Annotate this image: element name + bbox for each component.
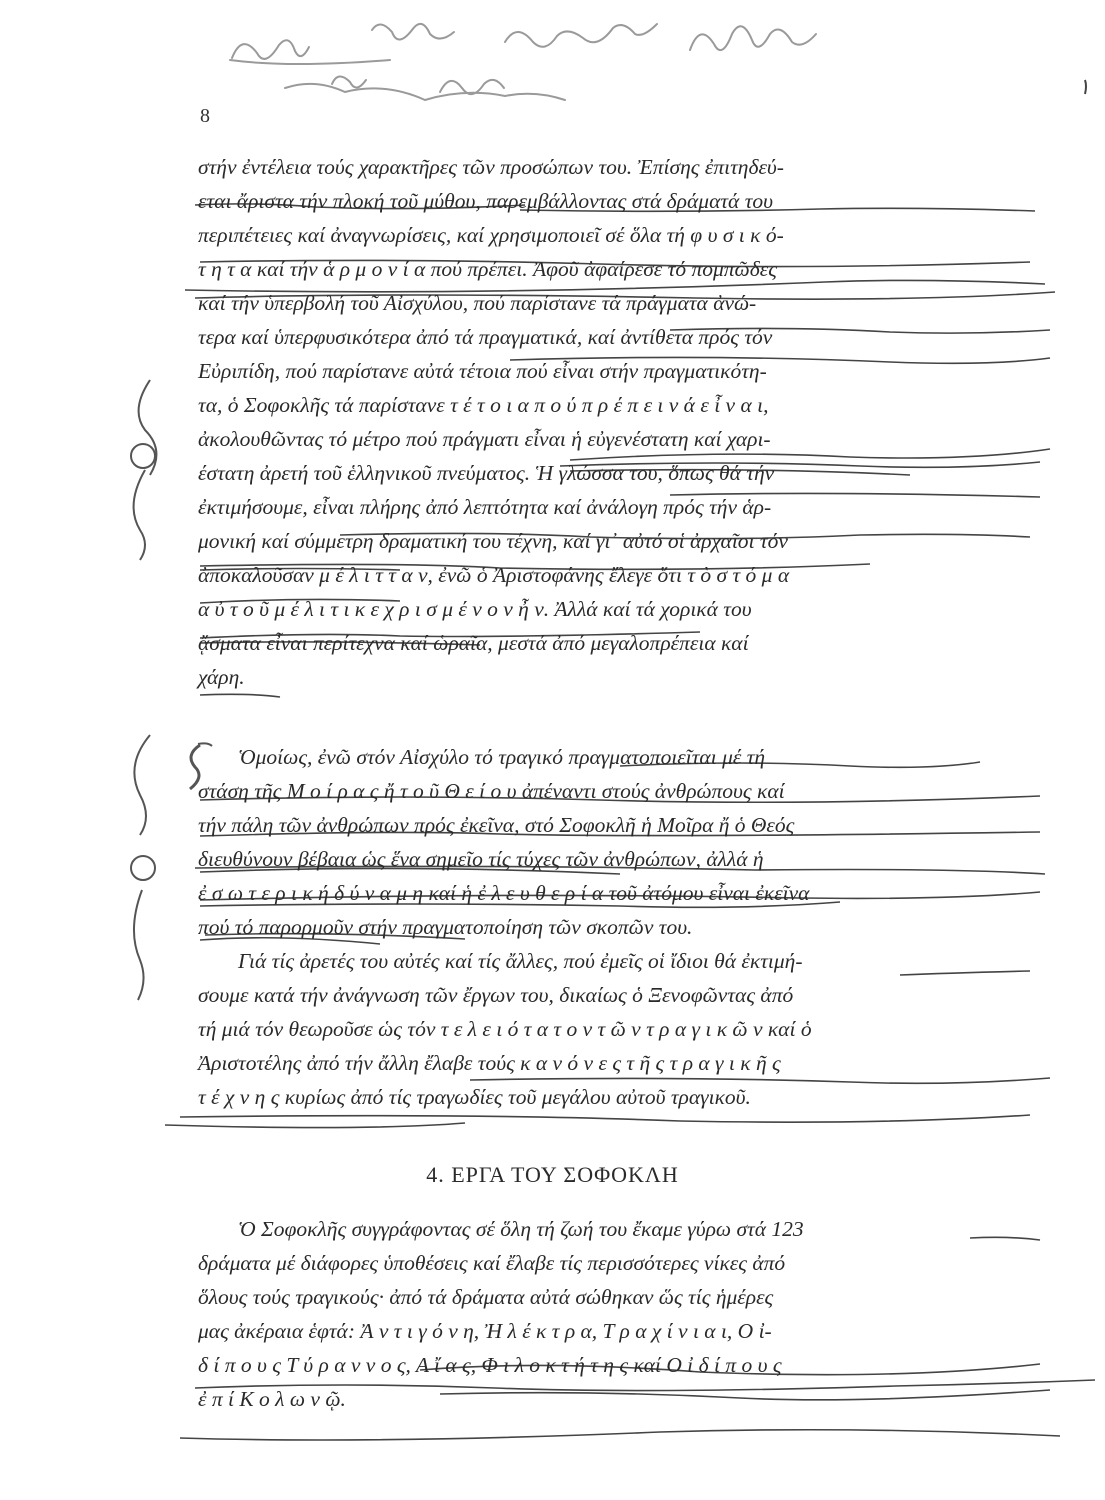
text-line: έστατη ἀρετή τοῦ ἑλληνικοῦ πνεύματος. Ἡ γλώσσα του, ὅπως θά τήν xyxy=(198,461,775,485)
text-line: ἐκτιμήσουμε, εἶναι πλήρης ἀπό λεπτότητα καί ἀνάλογη πρός τήν ἁρ- xyxy=(198,495,772,519)
text-line: εται ἄριστα τήν πλοκή τοῦ μύθου, παρεμβάλλοντας στά δράματά του xyxy=(198,189,774,213)
text-line: α ὐ τ ο ῦ μ έ λ ι τ ι κ ε χ ρ ι σ μ έ ν ο ν ἦ ν. Ἀλλά καί τά χορικά του xyxy=(198,597,752,621)
text-line: ἐ π ί Κ ο λ ω ν ῷ. xyxy=(198,1387,346,1411)
text-line: Ὁμοίως, ἐνῶ στόν Αἰσχύλο τό τραγικό πραγματοποιεῖται μέ τή xyxy=(238,745,766,769)
text-line: χάρη. xyxy=(198,665,245,689)
text-line: τερα καί ὑπερφυσικότερα ἀπό τά πραγματικά, καί ἀντίθετα πρός τόν xyxy=(198,325,773,349)
top-handwritten-note xyxy=(230,24,816,100)
text-line: καί τήν ὑπερβολή τοῦ Αἰσχύλου, πού παρίστανε τά πράγματα ἀνώ- xyxy=(198,291,757,315)
text-line: Γιά τίς ἀρετές του αὐτές καί τίς ἄλλες, πού ἐμεῖς οἱ ἴδιοι θά ἐκτιμή- xyxy=(238,949,803,973)
text-line: μας ἀκέραια ἑφτά: Ἀ ν τ ι γ ό ν η, Ἠ λ έ κ τ ρ α, Τ ρ α χ ί ν ι α ι, Ο ἰ- xyxy=(198,1319,772,1343)
text-line: ἀποκαλοῦσαν μ έ λ ι τ τ α ν, ἐνῶ ὁ Ἀριστοφάνης ἔλεγε ὅτι τ ὸ σ τ ό μ α xyxy=(198,563,790,587)
paragraph-2 xyxy=(198,740,1048,944)
text-line: ᾄσματα εἶναι περίτεχνα καί ὡραῖα, μεστά ἀπό μεγαλοπρέπεια καί xyxy=(198,631,749,655)
text-line: τήν πάλη τῶν ἀνθρώπων πρός ἐκεῖνα, στό Σοφοκλῆ ἡ Μοῖρα ἤ ὁ Θεός xyxy=(198,813,795,837)
text-line: δ ί π ο υ ς Τ ύ ρ α ν ν ο ς, Α ἴ α ς, Φ ι λ ο κ τ ή τ η ς καί Ο ἰ δ ί π ο υ ς xyxy=(198,1353,782,1377)
text-line: Εὐριπίδη, πού παρίστανε αὐτά τέτοια πού εἶναι στήν πραγματικότη- xyxy=(198,359,767,383)
text-line: σουμε κατά τήν ἀνάγνωση τῶν ἔργων του, δικαίως ὁ Ξενοφῶντας ἀπό xyxy=(198,983,794,1007)
text-line: Ὁ Σοφοκλῆς συγγράφοντας σέ ὅλη τή ζωή του ἔκαμε γύρω στά 123 xyxy=(238,1217,804,1241)
text-line: στάση τῆς Μ ο ί ρ α ς ἤ τ ο ῦ Θ ε ί ο υ ἀπέναντι στούς ἀνθρώπους καί xyxy=(198,779,785,803)
text-line: στήν ἐντέλεια τούς χαρακτῆρες τῶν προσώπων του. Ἐπίσης ἐπιτηδεύ- xyxy=(198,155,784,179)
paragraph-4 xyxy=(198,1212,1048,1416)
text-line: δράματα μέ διάφορες ὑποθέσεις καί ἔλαβε τίς περισσότερες νίκες ἀπό xyxy=(198,1251,786,1275)
page-number: 8 xyxy=(200,105,210,127)
text-line: ἐ σ ω τ ε ρ ι κ ή δ ύ ν α μ η καί ἡ ἐ λ ε υ θ ε ρ ί α τοῦ ἀτόμου εἶναι ἐκεῖνα xyxy=(198,881,810,905)
section-heading: 4. ΕΡΓΑ ΤΟΥ ΣΟΦΟΚΛΗ xyxy=(426,1162,679,1187)
text-line: ὅλους τούς τραγικούς· ἀπό τά δράματα αὐτά σώθηκαν ὥς τίς ἡμέρες xyxy=(198,1285,774,1309)
text-line: πού τό παρορμοῦν στήν πραγματοποίηση τῶν σκοπῶν του. xyxy=(198,915,693,939)
text-line: διευθύνουν βέβαια ὡς ἕνα σημεῖο τίς τύχες τῶν ἀνθρώπων, ἀλλά ἡ xyxy=(198,847,764,871)
paragraph-3 xyxy=(198,944,1048,1114)
text-line: μονική καί σύμμετρη δραματική του τέχνη, καί γι᾿ αὐτό οἱ ἀρχαῖοι τόν xyxy=(198,529,788,553)
text-line: τα, ὁ Σοφοκλῆς τά παρίστανε τ έ τ ο ι α π ο ύ π ρ έ π ε ι ν ά ε ἶ ν α ι, xyxy=(198,393,769,417)
text-line: τ η τ α καί τήν ἁ ρ μ ο ν ί α πού πρέπει. Ἀφοῦ ἀφαίρεσε τό πομπῶδες xyxy=(198,257,777,281)
text-line: Ἀριστοτέλης ἀπό τήν ἄλλη ἔλαβε τούς κ α ν ό ν ε ς τ ῆ ς τ ρ α γ ι κ ῆ ς xyxy=(198,1051,781,1075)
paragraph-1 xyxy=(198,150,1048,694)
text-line: περιπέτειες καί ἀναγνωρίσεις, καί χρησιμοποιεῖ σέ ὅλα τή φ υ σ ι κ ό- xyxy=(198,223,784,247)
text-line: τή μιά τόν θεωροῦσε ὡς τόν τ ε λ ε ι ό τ α τ ο ν τ ῶ ν τ ρ α γ ι κ ῶ ν καί ὁ xyxy=(198,1017,812,1041)
text-line: ἀκολουθῶντας τό μέτρο πού πράγματι εἶναι ἡ εὐγενέστατη καί χαρι- xyxy=(198,427,771,451)
text-line: τ έ χ ν η ς κυρίως ἀπό τίς τραγωδίες τοῦ μεγάλου αὐτοῦ τραγικοῦ. xyxy=(198,1085,751,1109)
